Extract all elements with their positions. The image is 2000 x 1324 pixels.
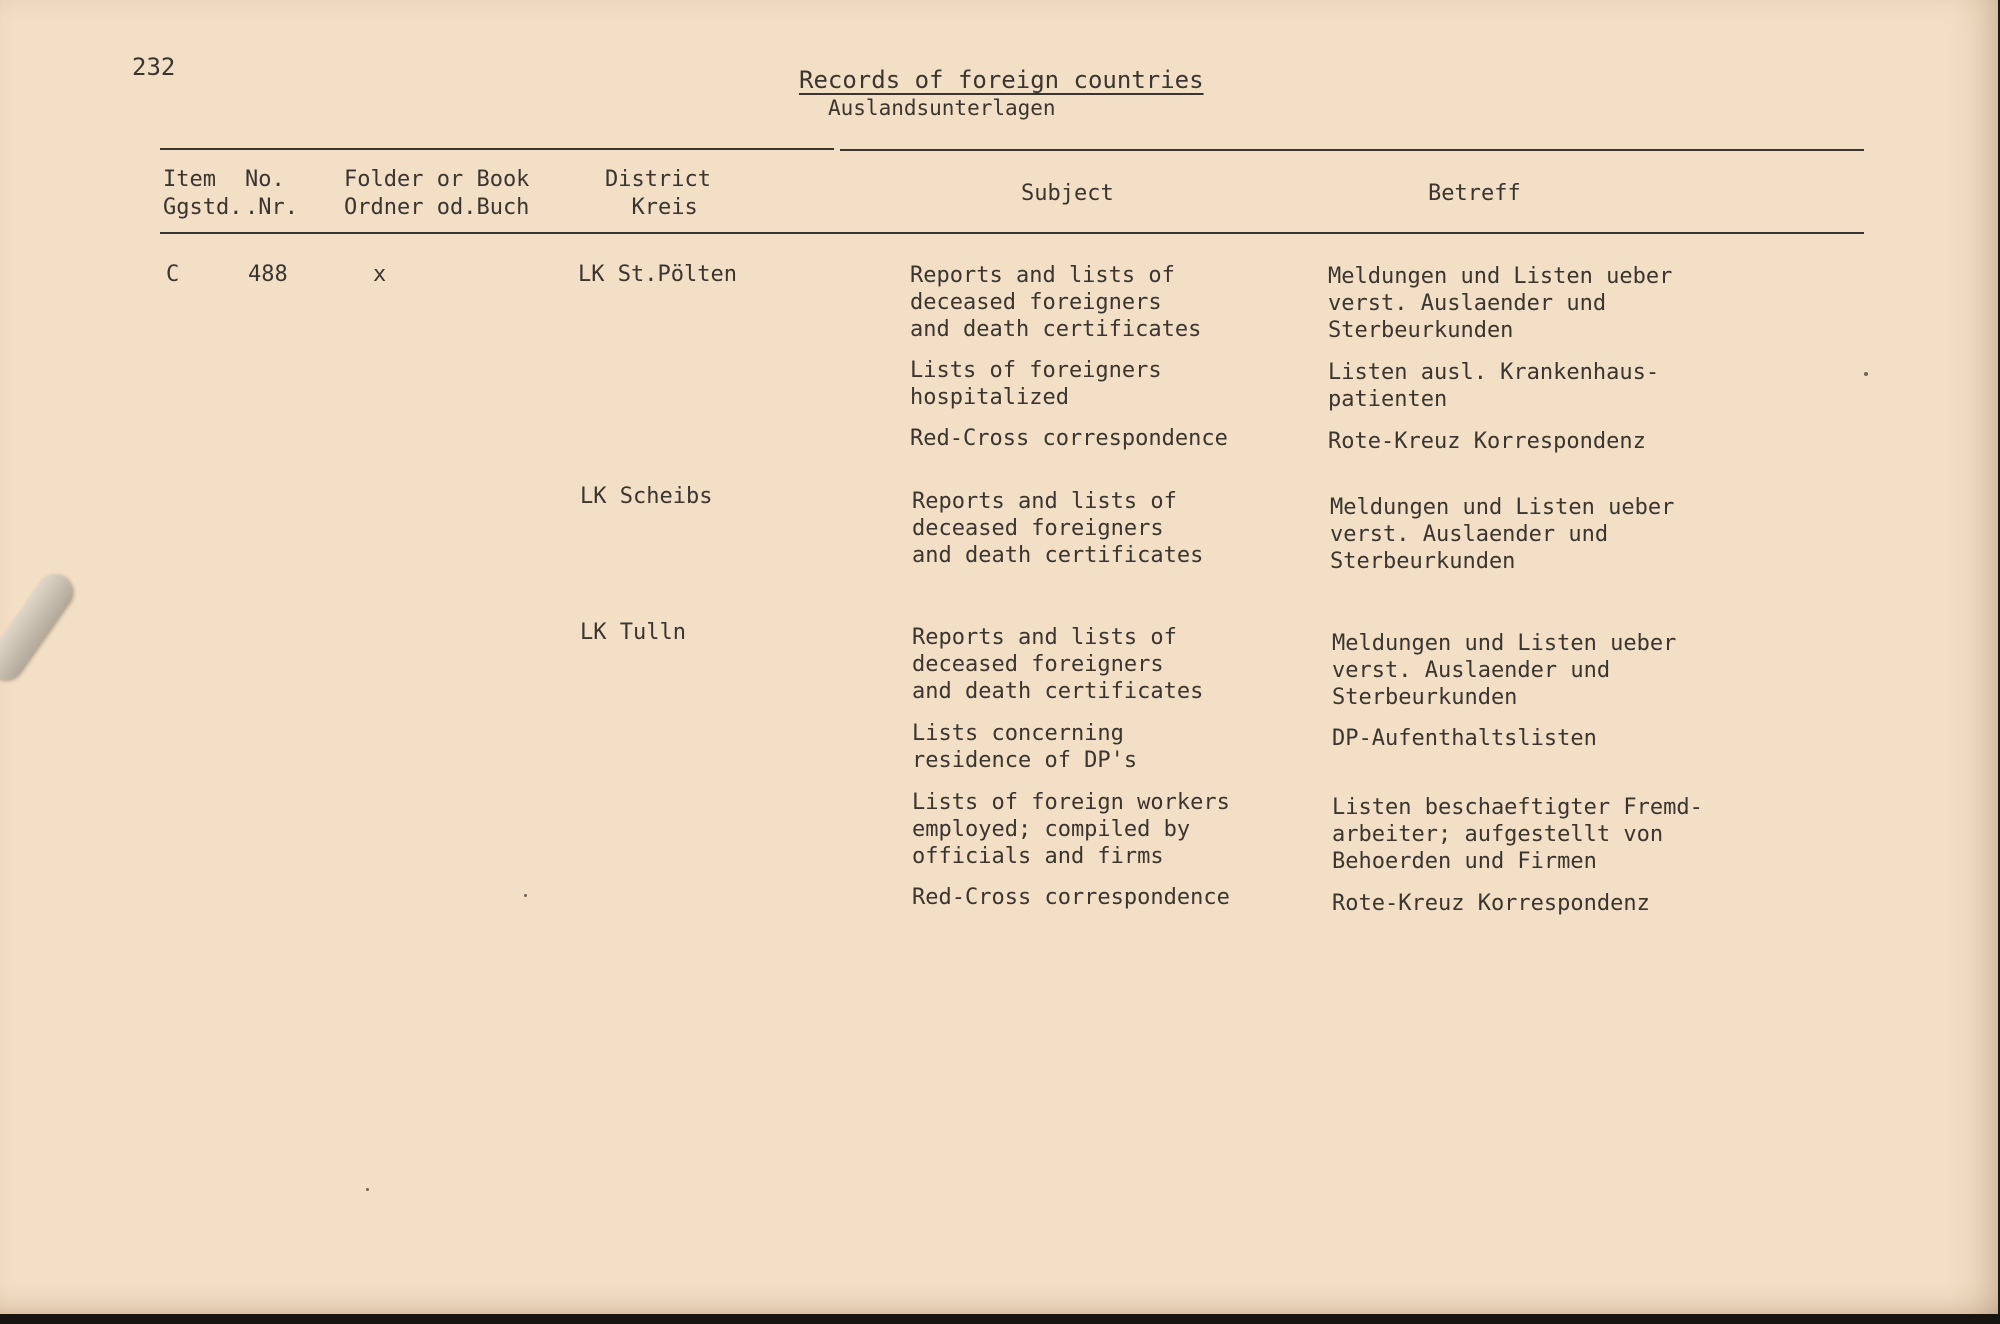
header-betreff: Betreff [1428,181,1521,206]
header-folder: Folder or Book Ordner od.Buch [344,167,530,220]
subject-entry: Red-Cross correspondence [912,885,1230,910]
page-number: 232 [132,53,176,81]
subject-entry: Lists concerning residence of DP's [912,721,1138,773]
subject-entry: Lists of foreigners hospitalized [910,358,1162,410]
top-rule-left [160,148,834,150]
betreff-entry: Listen beschaeftigter Fremd- arbeiter; aufgestellt von Behoerden und Firmen [1332,795,1703,874]
betreff-entry: Meldungen und Listen ueber verst. Auslaender und Sterbeurkunden [1330,495,1675,574]
betreff-entry: Rote-Kreuz Korrespondenz [1328,429,1646,454]
paper-speck [366,1188,369,1191]
subject-entry: Reports and lists of deceased foreigners and death certificates [912,489,1204,568]
betreff-entry: Meldungen und Listen ueber verst. Auslaender und Sterbeurkunden [1332,631,1677,710]
district-tulln: LK Tulln [580,620,686,645]
betreff-entry: Rote-Kreuz Korrespondenz [1332,891,1650,916]
betreff-entry: DP-Aufenthaltslisten [1332,726,1597,751]
subject-entry: Reports and lists of deceased foreigners and death certificates [912,625,1204,704]
page-subtitle: Auslandsunterlagen [828,96,1056,120]
binder-clip [0,568,78,686]
top-rule-right [840,149,1864,151]
entry-folder: x [373,262,387,287]
paper-speck [1864,372,1868,376]
header-subject: Subject [1021,181,1114,206]
header-rule [160,232,1864,234]
entry-item: C [166,262,180,287]
betreff-entry: Listen ausl. Krankenhaus- patienten [1328,360,1660,412]
header-item: Item Ggstd. [163,167,243,220]
subject-entry: Reports and lists of deceased foreigners and death certificates [910,263,1202,342]
header-district: District Kreis [605,167,711,220]
page-title: Records of foreign countries [799,66,1204,94]
district-scheibs: LK Scheibs [580,484,713,509]
subject-entry: Lists of foreign workers employed; compiled by officials and firms [912,790,1230,869]
subject-entry: Red-Cross correspondence [910,426,1228,451]
scan-edge [0,1314,2000,1324]
header-number: No. .Nr. [245,167,298,220]
entry-number: 488 [248,262,288,287]
district-st-poelten: LK St.Pölten [578,262,737,287]
paper-speck [524,894,527,897]
betreff-entry: Meldungen und Listen ueber verst. Auslaender und Sterbeurkunden [1328,264,1673,343]
